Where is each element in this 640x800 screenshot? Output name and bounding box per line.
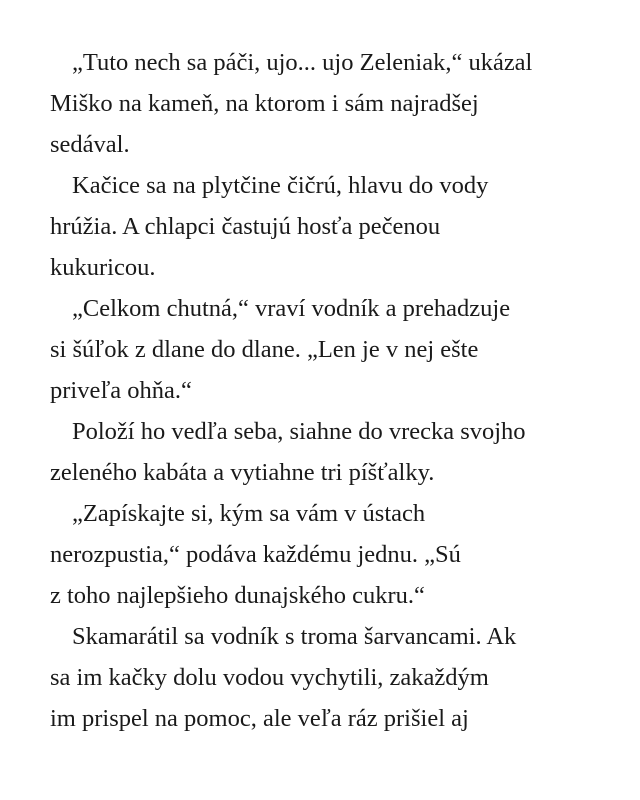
text-line: sa im kačky dolu vodou vychytili, zakaždým <box>50 664 489 691</box>
text-line: priveľa ohňa.“ <box>50 377 192 404</box>
text-line: Miško na kameň, na ktorom i sám najradšej <box>50 90 479 117</box>
text-line: z toho najlepšieho dunajského cukru.“ <box>50 582 425 609</box>
paragraph-4 <box>50 411 600 493</box>
text-line: „Tuto nech sa páči, ujo... ujo Zeleniak,“ ukázal <box>72 49 533 76</box>
paragraph-1 <box>50 42 600 165</box>
text-line: sedával. <box>50 131 130 158</box>
text-line: „Celkom chutná,“ vraví vodník a prehadzuje <box>72 295 511 322</box>
text-line: hrúžia. A chlapci častujú hosťa pečenou <box>50 213 441 240</box>
text-line: zeleného kabáta a vytiahne tri píšťalky. <box>50 459 435 486</box>
paragraph-6 <box>50 616 600 739</box>
text-line: Skamarátil sa vodník s troma šarvancami. Ak <box>72 623 517 650</box>
text-line: Kačice sa na plytčine čičrú, hlavu do vody <box>72 172 489 199</box>
paragraph-3 <box>50 288 600 411</box>
text-line: „Zapískajte si, kým sa vám v ústach <box>72 500 426 527</box>
text-line: kukuricou. <box>50 254 156 281</box>
text-line: nerozpustia,“ podáva každému jednu. „Sú <box>50 541 461 568</box>
text-line: Položí ho vedľa seba, siahne do vrecka svojho <box>72 418 526 445</box>
paragraph-2 <box>50 165 600 288</box>
paragraph-5 <box>50 493 600 616</box>
text-line: si šúľok z dlane do dlane. „Len je v nej ešte <box>50 336 479 363</box>
text-line: im prispel na pomoc, ale veľa ráz prišiel aj <box>50 705 469 732</box>
